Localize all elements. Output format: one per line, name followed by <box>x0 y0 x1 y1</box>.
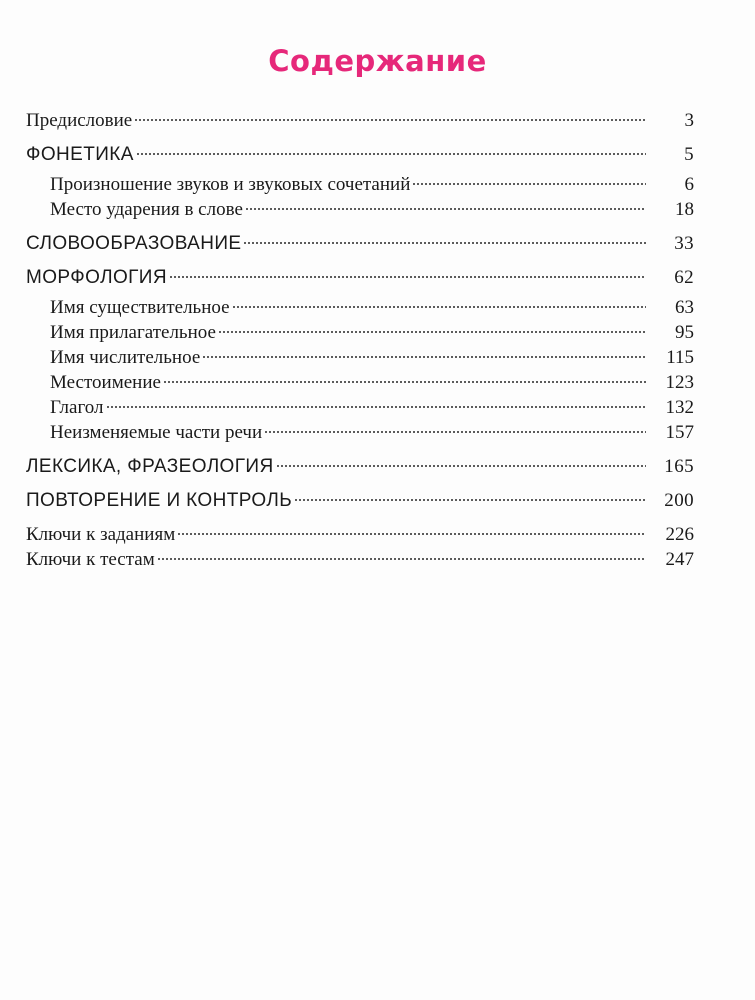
dot-leader <box>169 275 646 279</box>
toc-entry-page: 132 <box>665 397 694 418</box>
dot-leader <box>294 498 646 502</box>
toc-entry-label: МОРФОЛОГИЯ <box>26 267 167 288</box>
spacer <box>26 133 694 142</box>
toc-entry-label: Имя существительное <box>50 297 230 318</box>
toc-entry-verb <box>26 395 694 420</box>
toc-entry-label: Ключи к тестам <box>26 549 155 570</box>
toc-entry-page: 123 <box>665 372 694 393</box>
dot-leader <box>157 557 646 561</box>
toc-entry-adjective <box>26 320 694 345</box>
dot-leader <box>134 118 646 122</box>
toc-entry-label: ЛЕКСИКА, ФРАЗЕОЛОГИЯ <box>26 456 274 477</box>
toc-entry-page: 63 <box>675 297 694 318</box>
toc-entry-label: Место ударения в слове <box>50 199 243 220</box>
toc-entry-page: 247 <box>665 549 694 570</box>
dot-leader <box>163 380 646 384</box>
toc-entry-page: 5 <box>684 144 694 165</box>
table-of-contents <box>26 108 694 572</box>
dot-leader <box>264 430 646 434</box>
dot-leader <box>218 330 646 334</box>
toc-entry-task-keys <box>26 522 694 547</box>
toc-entry-page: 18 <box>675 199 694 220</box>
toc-entry-page: 165 <box>664 456 694 477</box>
toc-entry-label: ПОВТОРЕНИЕ И КОНТРОЛЬ <box>26 490 293 511</box>
toc-entry-label: Местоимение <box>50 372 161 393</box>
spacer <box>26 479 694 488</box>
toc-entry-label: СЛОВООБРАЗОВАНИЕ <box>26 233 242 254</box>
toc-section-word-formation <box>26 231 694 256</box>
toc-entry-label: Неизменяемые части речи <box>50 422 263 443</box>
toc-entry-test-keys <box>26 547 694 572</box>
toc-entry-label: Имя прилагательное <box>50 322 216 343</box>
dot-leader <box>202 355 646 359</box>
toc-entry-page: 62 <box>674 267 694 288</box>
toc-entry-page: 95 <box>675 322 694 343</box>
toc-entry-label: Имя числительное <box>50 347 201 368</box>
dot-leader <box>276 464 646 468</box>
dot-leader <box>177 532 646 536</box>
spacer <box>26 513 694 522</box>
toc-entry-label: Произношение звуков и звуковых сочетаний <box>50 174 411 195</box>
dot-leader <box>243 241 646 245</box>
page-title: Содержание <box>268 44 487 78</box>
toc-entry-page: 115 <box>666 347 694 368</box>
toc-entry-stress <box>26 197 694 222</box>
toc-entry-pronoun <box>26 370 694 395</box>
toc-entry-numeral <box>26 345 694 370</box>
toc-entry-page: 200 <box>664 490 694 511</box>
toc-section-review <box>26 488 694 513</box>
toc-entry-preface <box>26 108 694 133</box>
dot-leader <box>106 405 646 409</box>
toc-entry-noun <box>26 295 694 320</box>
toc-entry-label: Глагол <box>50 397 104 418</box>
toc-entry-label: Ключи к заданиям <box>26 524 176 545</box>
spacer <box>26 256 694 265</box>
dot-leader <box>245 207 646 211</box>
toc-entry-page: 6 <box>684 174 694 195</box>
dot-leader <box>232 305 646 309</box>
toc-section-morphology <box>26 265 694 290</box>
toc-entry-invariable <box>26 420 694 445</box>
toc-entry-page: 157 <box>665 422 694 443</box>
dot-leader <box>412 182 646 186</box>
toc-entry-pronunciation <box>26 172 694 197</box>
toc-section-phonetics <box>26 142 694 167</box>
toc-entry-page: 226 <box>665 524 694 545</box>
spacer <box>26 222 694 231</box>
toc-entry-label: ФОНЕТИКА <box>26 144 134 165</box>
dot-leader <box>136 152 646 156</box>
toc-entry-page: 33 <box>674 233 694 254</box>
toc-section-lexicon <box>26 454 694 479</box>
toc-entry-label: Предисловие <box>26 110 133 131</box>
spacer <box>26 445 694 454</box>
toc-entry-page: 3 <box>684 110 694 131</box>
